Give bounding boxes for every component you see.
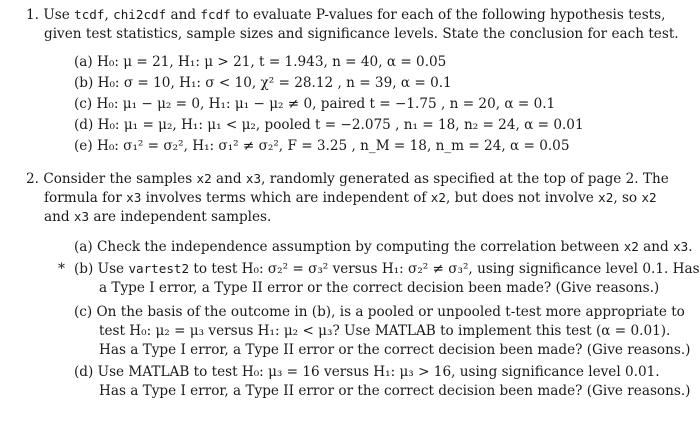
- var-x2: x2: [598, 190, 614, 205]
- q2-part-b-line1: [74, 260, 700, 278]
- cmd-fcdf: fcdf: [200, 7, 231, 22]
- q2-part-c-line1: (c) On the basis of the outcome in (b), is a pooled or unpooled t-test more appropriate to: [74, 304, 685, 320]
- q2-text: formula for: [44, 190, 127, 206]
- var-x2: x2: [641, 190, 657, 205]
- cmd-tcdf: tcdf: [74, 7, 105, 22]
- q2-part-b-text: to test H₀: σ₂² = σ₃² versus H₁: σ₂² ≠ σ₃², using significance level 0.1. Has: [189, 261, 700, 277]
- var-x2: x2: [623, 239, 639, 254]
- q2-line3: [44, 208, 271, 226]
- var-x3: x3: [245, 171, 262, 186]
- q1-part-e: (e) H₀: σ₁² = σ₂², H₁: σ₁² ≠ σ₂², F = 3.25 , n_M = 18, n_m = 24, α = 0.05: [74, 138, 570, 154]
- q2-text: Consider the samples: [43, 171, 197, 187]
- var-x2: x2: [430, 190, 446, 205]
- cmd-chi2cdf: chi2cdf: [113, 7, 167, 22]
- q1-number: 1.: [26, 7, 39, 23]
- q2-part-d-line2: Has a Type I error, a Type II error or the correct decision been made? (Give reasons.): [99, 383, 691, 399]
- star-marker: *: [58, 261, 65, 277]
- q1-line1: [26, 6, 665, 24]
- q1-line2: given test statistics, sample sizes and significance levels. State the conclusion for each test.: [44, 26, 679, 42]
- q1-part-b: (b) H₀: σ = 10, H₁: σ < 10, χ² = 28.12 , n = 39, α = 0.1: [74, 75, 452, 91]
- q1-part-c: (c) H₀: μ₁ − μ₂ = 0, H₁: μ₁ − μ₂ ≠ 0, paired t = −1.75 , n = 20, α = 0.1: [74, 96, 556, 112]
- q2-text: , randomly generated as specified at the top of page 2. The: [261, 171, 669, 187]
- var-x3: x3: [73, 209, 90, 224]
- q2-line2: [44, 189, 657, 207]
- q2-number: 2.: [26, 171, 39, 187]
- q1-part-a: (a) H₀: μ = 21, H₁: μ > 21, t = 1.943, n = 40, α = 0.05: [74, 54, 447, 70]
- q2-part-a: [74, 238, 693, 256]
- q2-part-c-line2: test H₀: μ₂ = μ₃ versus H₁: μ₂ < μ₃? Use MATLAB to implement this test (α = 0.01).: [99, 323, 671, 339]
- q1-text: and: [166, 7, 201, 23]
- q1-text: to evaluate P-values for each of the following hypothesis tests,: [230, 7, 666, 23]
- q2-text: involves terms which are independent of: [141, 190, 431, 206]
- q2-text: and: [44, 209, 74, 225]
- q2-part-a-text: .: [688, 239, 693, 255]
- q1-text: ,: [104, 7, 114, 23]
- q2-part-c-line3: Has a Type I error, a Type II error or the correct decision been made? (Give reasons.): [99, 342, 691, 358]
- cmd-vartest2: vartest2: [128, 261, 190, 276]
- q2-text: , but does not involve: [445, 190, 599, 206]
- q2-text: are independent samples.: [89, 209, 272, 225]
- q2-text: , so: [613, 190, 642, 206]
- var-x3: x3: [126, 190, 142, 205]
- var-x3: x3: [673, 239, 689, 254]
- q2-part-a-text: (a) Check the independence assumption by computing the correlation between: [74, 239, 624, 255]
- q2-text: and: [211, 171, 246, 187]
- q2-part-a-text: and: [638, 239, 674, 255]
- q2-part-d-line1: (d) Use MATLAB to test H₀: μ₃ = 16 versus H₁: μ₃ > 16, using significance level 0.01.: [74, 364, 660, 380]
- q2-part-b-line2: a Type I error, a Type II error or the correct decision been made? (Give reasons.): [99, 280, 660, 296]
- q2-line1: [26, 170, 669, 188]
- var-x2: x2: [196, 171, 212, 186]
- q1-part-d: (d) H₀: μ₁ = μ₂, H₁: μ₁ < μ₂, pooled t = −2.075 , n₁ = 18, n₂ = 24, α = 0.01: [74, 117, 584, 133]
- q1-text: Use: [43, 7, 75, 23]
- q2-part-b-text: (b) Use: [74, 261, 129, 277]
